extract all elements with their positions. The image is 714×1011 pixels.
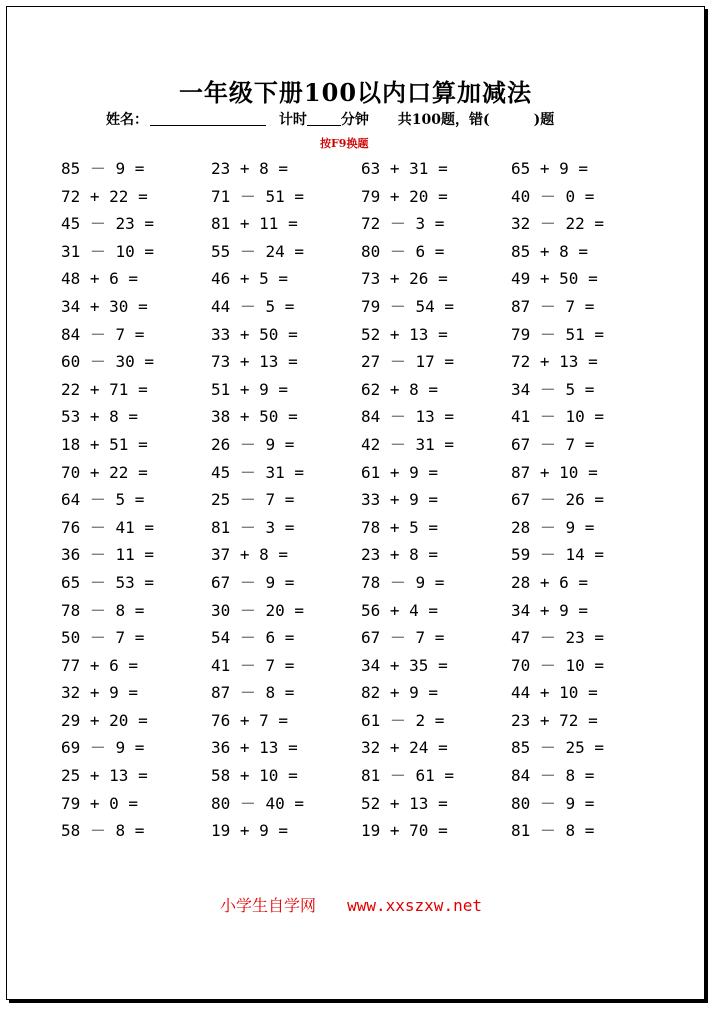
problem-item: 87 + 10 = <box>511 462 598 482</box>
problem-item: 59 － 14 = <box>511 545 605 565</box>
problem-item: 67 － 26 = <box>511 490 605 510</box>
problem-item: 73 + 26 = <box>361 269 448 289</box>
problem-row <box>61 624 661 652</box>
problem-item: 28 + 6 = <box>511 572 589 592</box>
time-unit: 分钟 <box>340 112 369 128</box>
problem-row <box>61 293 661 321</box>
problem-item: 30 － 20 = <box>211 600 305 620</box>
problem-item: 22 + 71 = <box>61 379 148 399</box>
problem-item: 73 + 13 = <box>211 352 298 372</box>
problem-item: 19 + 9 = <box>211 821 289 841</box>
problem-row <box>61 403 661 431</box>
problem-item: 85 － 9 = <box>61 159 145 178</box>
problem-item: 67 － 7 = <box>361 628 445 648</box>
problem-item: 51 + 9 = <box>211 379 289 399</box>
problem-item: 48 + 6 = <box>61 269 139 289</box>
problem-row <box>61 817 661 845</box>
problem-row <box>61 597 661 625</box>
problem-item: 53 + 8 = <box>61 407 139 427</box>
problem-row <box>61 762 661 790</box>
problem-item: 70 + 22 = <box>61 462 148 482</box>
problem-row <box>61 569 661 597</box>
problem-row <box>61 238 661 266</box>
refresh-hint: 按F9换题 <box>320 137 369 150</box>
problem-item: 46 + 5 = <box>211 269 289 289</box>
problem-item: 81 － 3 = <box>211 517 295 537</box>
problem-item: 47 － 23 = <box>511 628 605 648</box>
problem-item: 84 － 7 = <box>61 324 145 344</box>
time-blank <box>307 111 341 126</box>
problem-item: 84 － 8 = <box>511 766 595 786</box>
problem-item: 77 + 6 = <box>61 655 139 675</box>
problem-row <box>61 376 661 404</box>
footer <box>220 893 482 916</box>
problem-item: 87 － 7 = <box>511 296 595 316</box>
problem-row <box>61 321 661 349</box>
problem-item: 44 － 5 = <box>211 296 295 316</box>
problem-item: 38 + 50 = <box>211 407 298 427</box>
problem-row <box>61 514 661 542</box>
page-title: 一年级下册100以内口算加减法 <box>178 78 533 107</box>
problem-item: 81 － 61 = <box>361 766 455 786</box>
problem-row <box>61 210 661 238</box>
problem-item: 36 + 13 = <box>211 738 298 758</box>
problem-item: 67 － 9 = <box>211 572 295 592</box>
problem-item: 40 － 0 = <box>511 186 595 206</box>
problem-item: 42 － 31 = <box>361 434 455 454</box>
problem-item: 56 + 4 = <box>361 600 439 620</box>
problem-item: 87 － 8 = <box>211 683 295 703</box>
problem-item: 45 － 23 = <box>61 214 155 234</box>
problem-item: 72 + 13 = <box>511 352 598 372</box>
problem-item: 19 + 70 = <box>361 821 448 841</box>
problem-item: 79 + 0 = <box>61 793 139 813</box>
problem-item: 72 + 22 = <box>61 186 148 206</box>
problem-row <box>61 459 661 487</box>
problem-item: 45 － 31 = <box>211 462 305 482</box>
problem-item: 54 － 6 = <box>211 628 295 648</box>
problem-item: 80 － 6 = <box>361 241 445 261</box>
problem-item: 78 + 5 = <box>361 517 439 537</box>
problem-item: 52 + 13 = <box>361 324 448 344</box>
problem-grid <box>61 155 661 845</box>
problem-item: 79 + 20 = <box>361 186 448 206</box>
problem-item: 34 － 5 = <box>511 379 595 399</box>
problem-item: 58 － 8 = <box>61 821 145 841</box>
total-label: 共100题，错( <box>397 112 490 128</box>
problem-item: 82 + 9 = <box>361 683 439 703</box>
problem-item: 27 － 17 = <box>361 352 455 372</box>
problem-item: 80 － 40 = <box>211 793 305 813</box>
problem-item: 80 － 9 = <box>511 793 595 813</box>
problem-item: 65 － 53 = <box>61 572 155 592</box>
problem-item: 23 + 8 = <box>361 545 439 565</box>
problem-row <box>61 541 661 569</box>
problem-row <box>61 707 661 735</box>
footer-brand: 小学生自学网 <box>220 896 317 915</box>
problem-item: 31 － 10 = <box>61 241 155 261</box>
problem-item: 36 － 11 = <box>61 545 155 565</box>
footer-site-link[interactable]: www.xxszxw.net <box>347 896 482 915</box>
problem-item: 84 － 13 = <box>361 407 455 427</box>
problem-item: 23 + 8 = <box>211 159 289 178</box>
problem-row <box>61 265 661 293</box>
problem-item: 34 + 9 = <box>511 600 589 620</box>
problem-item: 65 + 9 = <box>511 159 589 178</box>
student-info-line <box>106 109 554 129</box>
problem-item: 25 + 13 = <box>61 766 148 786</box>
problem-row <box>61 652 661 680</box>
problem-item: 69 － 9 = <box>61 738 145 758</box>
problem-item: 52 + 13 = <box>361 793 448 813</box>
problem-item: 79 － 54 = <box>361 296 455 316</box>
problem-item: 81 － 8 = <box>511 821 595 841</box>
problem-item: 85 + 8 = <box>511 241 589 261</box>
problem-item: 37 + 8 = <box>211 545 289 565</box>
problem-row <box>61 679 661 707</box>
problem-row <box>61 183 661 211</box>
total-end-label: )题 <box>533 112 555 128</box>
problem-item: 58 + 10 = <box>211 766 298 786</box>
problem-item: 34 + 30 = <box>61 296 148 316</box>
time-label: 计时 <box>278 112 307 128</box>
problem-item: 33 + 50 = <box>211 324 298 344</box>
problem-item: 50 － 7 = <box>61 628 145 648</box>
problem-item: 61 － 2 = <box>361 710 445 730</box>
problem-item: 32 + 9 = <box>61 683 139 703</box>
problem-item: 61 + 9 = <box>361 462 439 482</box>
problem-item: 76 － 41 = <box>61 517 155 537</box>
problem-item: 55 － 24 = <box>211 241 305 261</box>
problem-item: 71 － 51 = <box>211 186 305 206</box>
problem-row <box>61 431 661 459</box>
problem-item: 62 + 8 = <box>361 379 439 399</box>
problem-item: 63 + 31 = <box>361 159 448 178</box>
problem-item: 81 + 11 = <box>211 214 298 234</box>
problem-item: 79 － 51 = <box>511 324 605 344</box>
problem-item: 25 － 7 = <box>211 490 295 510</box>
problem-item: 78 － 8 = <box>61 600 145 620</box>
problem-item: 18 + 51 = <box>61 434 148 454</box>
problem-item: 44 + 10 = <box>511 683 598 703</box>
problem-item: 72 － 3 = <box>361 214 445 234</box>
problem-row <box>61 790 661 818</box>
worksheet-page <box>6 6 705 1000</box>
problem-item: 85 － 25 = <box>511 738 605 758</box>
problem-item: 60 － 30 = <box>61 352 155 372</box>
problem-item: 23 + 72 = <box>511 710 598 730</box>
problem-item: 41 － 7 = <box>211 655 295 675</box>
problem-row <box>61 155 661 183</box>
problem-item: 49 + 50 = <box>511 269 598 289</box>
problem-item: 34 + 35 = <box>361 655 448 675</box>
problem-row <box>61 486 661 514</box>
problem-item: 64 － 5 = <box>61 490 145 510</box>
problem-item: 76 + 7 = <box>211 710 289 730</box>
problem-item: 70 － 10 = <box>511 655 605 675</box>
name-label: 姓名： <box>106 112 148 128</box>
problem-row <box>61 734 661 762</box>
problem-item: 28 － 9 = <box>511 517 595 537</box>
problem-item: 33 + 9 = <box>361 490 439 510</box>
problem-item: 32 + 24 = <box>361 738 448 758</box>
problem-item: 67 － 7 = <box>511 434 595 454</box>
problem-item: 78 － 9 = <box>361 572 445 592</box>
problem-item: 26 － 9 = <box>211 434 295 454</box>
problem-row <box>61 348 661 376</box>
problem-item: 41 － 10 = <box>511 407 605 427</box>
problem-item: 29 + 20 = <box>61 710 148 730</box>
name-blank <box>150 111 266 126</box>
problem-item: 32 － 22 = <box>511 214 605 234</box>
